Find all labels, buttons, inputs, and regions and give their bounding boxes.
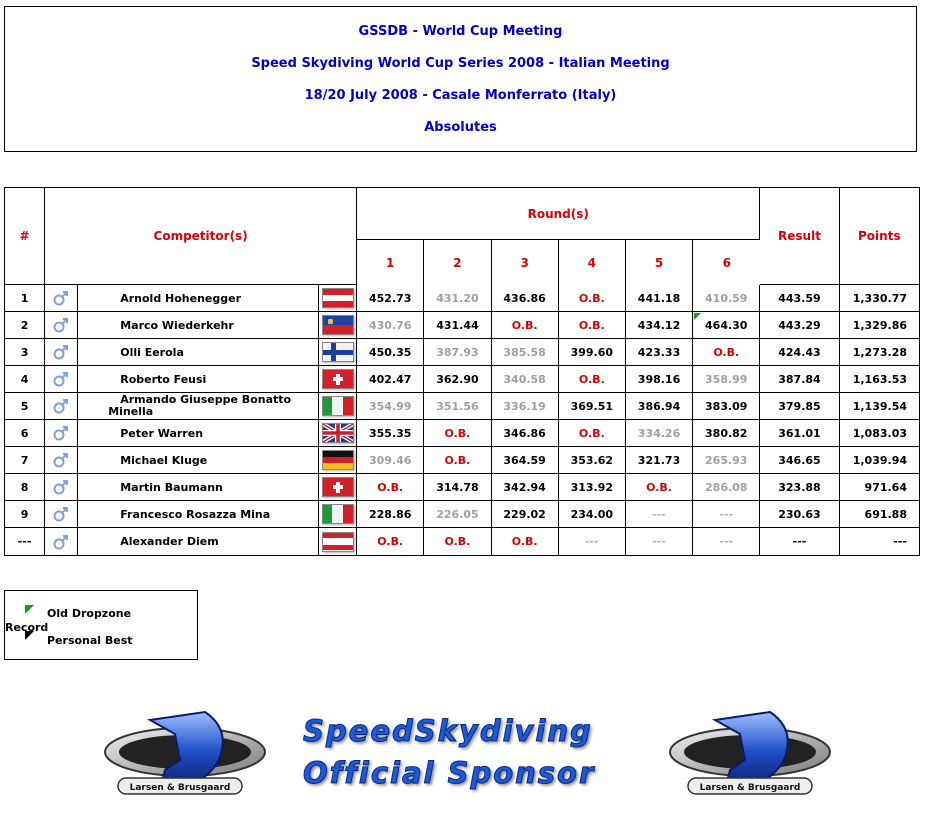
competitor-name: Marco Wiederkehr [78,312,319,339]
position-cell: --- [5,528,45,555]
position-cell: 1 [5,285,45,312]
points-cell: 691.88 [840,501,919,528]
position-cell: 8 [5,474,45,501]
round-score: 351.56 [424,393,491,420]
nation-flag-cell [319,312,357,339]
round-number: 3 [492,240,559,285]
round-score: 464.30 [693,312,760,339]
round-score: 386.94 [626,393,693,420]
round-score: 334.26 [626,420,693,447]
round-score: --- [559,528,626,555]
col-result-header: Result [760,188,839,285]
round-score: 387.93 [424,339,491,366]
col-rounds-header: Round(s) [357,188,760,240]
round-score: 434.12 [626,312,693,339]
round-score: --- [626,501,693,528]
result-cell: 323.88 [760,474,839,501]
round-score: 402.47 [357,366,424,393]
round-score: 226.05 [424,501,491,528]
position-cell: 6 [5,420,45,447]
results-table [4,187,920,556]
points-cell: 971.64 [840,474,919,501]
legend-old-dz-record-label: Old Dropzone [47,607,132,620]
round-score: O.B. [559,312,626,339]
header-series: Speed Skydiving World Cup Series 2008 - Italian Meeting [251,56,670,71]
meeting-header [4,6,917,152]
table-row [5,312,919,339]
round-score: 309.46 [357,447,424,474]
result-cell: 346.65 [760,447,839,474]
table-row [5,501,919,528]
gender-cell [45,528,78,555]
legend-old-dz-record-label-cont: Record [5,621,49,634]
round-score: 362.90 [424,366,491,393]
round-score: 340.58 [492,366,559,393]
round-score: 313.92 [559,474,626,501]
competitor-name: Armando Giuseppe Bonatto Minella [78,393,319,420]
table-row [5,393,919,420]
nation-flag-cell [319,474,357,501]
gender-cell [45,474,78,501]
round-score: 369.51 [559,393,626,420]
competitor-name: Arnold Hohenegger [78,285,319,312]
points-cell: 1,163.53 [840,366,919,393]
round-score: 430.76 [357,312,424,339]
round-score: 228.86 [357,501,424,528]
table-row [5,285,919,312]
round-score: 398.16 [626,366,693,393]
position-cell: 2 [5,312,45,339]
larsen-brusgaard-logo-right [670,712,830,794]
sponsor-banner [0,700,930,815]
gender-cell [45,339,78,366]
round-number: 2 [424,240,491,285]
table-row [5,420,919,447]
male-icon [53,451,69,469]
finland-flag-icon [322,342,354,362]
points-cell: 1,329.86 [840,312,919,339]
round-score: 321.73 [626,447,693,474]
austria-flag-icon [322,532,354,552]
round-score: O.B. [424,420,491,447]
competitor-name: Olli Eerola [78,339,319,366]
gender-cell [45,501,78,528]
round-score: O.B. [357,474,424,501]
round-score: --- [626,528,693,555]
result-cell: 379.85 [760,393,839,420]
round-score: 410.59 [693,285,760,312]
nation-flag-cell [319,339,357,366]
italy-flag-icon [322,504,354,524]
austria-flag-icon [322,288,354,308]
round-score: 452.73 [357,285,424,312]
round-score: 342.94 [492,474,559,501]
points-cell: --- [893,535,907,548]
legend-personal-best-label: Personal Best [47,634,133,647]
round-score: 354.99 [357,393,424,420]
table-row [5,447,919,474]
nation-flag-cell [319,285,357,312]
round-score: 383.09 [693,393,760,420]
position-cell: 9 [5,501,45,528]
round-number: 5 [626,240,693,285]
gender-cell [45,285,78,312]
nation-flag-cell [319,366,357,393]
male-icon [53,424,69,442]
personal-best-marker-icon [25,631,34,640]
larsen-brusgaard-logo-left [105,712,265,794]
round-number: 4 [559,240,626,285]
round-score: 431.20 [424,285,491,312]
competitor-name: Francesco Rosazza Mina [78,501,319,528]
position-cell: 5 [5,393,45,420]
round-score: O.B. [626,474,693,501]
points-cell: 1,139.54 [840,393,919,420]
sponsor-line-2: Official Sponsor [303,756,596,790]
switzerland-flag-icon [322,477,354,497]
nation-flag-cell [319,447,357,474]
result-cell: 361.01 [760,420,839,447]
round-score: O.B. [492,528,559,555]
round-score: 364.59 [492,447,559,474]
gender-cell [45,312,78,339]
male-icon [53,343,69,361]
round-score: 265.93 [693,447,760,474]
position-cell: 3 [5,339,45,366]
points-cell: 1,083.03 [840,420,919,447]
logo-caption-left: Larsen & Brusgaard [129,783,231,793]
nation-flag-cell [319,393,357,420]
col-position-header: # [5,188,45,285]
round-score: 423.33 [626,339,693,366]
dropzone-record-marker-icon [25,605,34,614]
competitor-name: Michael Kluge [78,447,319,474]
round-score: 431.44 [424,312,491,339]
result-cell: --- [760,528,839,555]
round-score: O.B. [424,528,491,555]
round-score: O.B. [559,285,626,312]
gender-cell [45,447,78,474]
round-score: --- [693,501,760,528]
round-score: O.B. [357,528,424,555]
round-score: O.B. [559,420,626,447]
male-icon [53,370,69,388]
round-score: 346.86 [492,420,559,447]
nation-flag-cell [319,501,357,528]
dropzone-record-marker-icon [694,313,701,320]
round-score: --- [693,528,760,555]
round-score: 234.00 [559,501,626,528]
round-score: 355.35 [357,420,424,447]
uk-flag-icon [322,423,354,443]
col-competitor-header: Competitor(s) [45,188,357,285]
competitor-name: Alexander Diem [78,528,319,555]
male-icon [53,397,69,415]
round-score: 399.60 [559,339,626,366]
round-score: 441.18 [626,285,693,312]
male-icon [53,289,69,307]
round-score: 380.82 [693,420,760,447]
male-icon [53,533,69,551]
points-cell: 1,330.77 [840,285,919,312]
round-score: 436.86 [492,285,559,312]
table-row [5,339,919,366]
header-category: Absolutes [424,120,497,135]
competitor-name: Roberto Feusi [78,366,319,393]
gender-cell [45,366,78,393]
header-title: GSSDB - World Cup Meeting [358,24,563,39]
round-score: O.B. [492,312,559,339]
nation-flag-cell [319,420,357,447]
sponsor-line-1: SpeedSkydiving [303,714,593,748]
nation-flag-cell [319,528,357,555]
round-score: 336.19 [492,393,559,420]
round-score: 353.62 [559,447,626,474]
position-cell: 7 [5,447,45,474]
table-row [5,366,919,393]
liechtenstein-flag-icon [322,315,354,335]
result-cell: 230.63 [760,501,839,528]
male-icon [53,505,69,523]
male-icon [53,478,69,496]
switzerland-flag-icon [322,369,354,389]
logo-caption-right: Larsen & Brusgaard [699,783,801,793]
round-score: O.B. [559,366,626,393]
table-row [5,528,919,555]
round-score: 450.35 [357,339,424,366]
round-score: 358.99 [693,366,760,393]
gender-cell [45,393,78,420]
header-date-location: 18/20 July 2008 - Casale Monferrato (Italy) [304,88,617,103]
round-score: 229.02 [492,501,559,528]
italy-flag-icon [322,396,354,416]
male-icon [53,316,69,334]
round-score: 314.78 [424,474,491,501]
round-score: 286.08 [693,474,760,501]
table-row [5,474,919,501]
competitor-name: Martin Baumann [78,474,319,501]
legend [4,590,198,660]
gender-cell [45,420,78,447]
result-cell: 443.29 [760,312,839,339]
round-score: O.B. [424,447,491,474]
position-cell: 4 [5,366,45,393]
germany-flag-icon [322,450,354,470]
round-score: 385.58 [492,339,559,366]
result-cell: 424.43 [760,339,839,366]
points-cell: 1,039.94 [840,447,919,474]
col-points-header: Points [840,188,919,285]
round-score: O.B. [693,339,760,366]
round-number: 1 [357,240,424,285]
competitor-name: Peter Warren [78,420,319,447]
result-cell: 443.59 [760,285,839,312]
result-cell: 387.84 [760,366,839,393]
points-cell: 1,273.28 [840,339,919,366]
round-number: 6 [722,255,731,270]
